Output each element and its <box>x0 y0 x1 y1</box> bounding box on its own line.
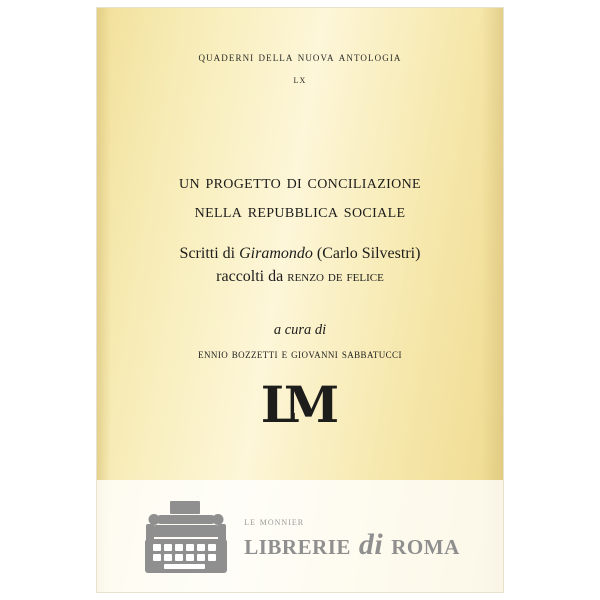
watermark-title-italic: di <box>358 527 384 561</box>
page-margin-left <box>0 0 97 600</box>
typewriter-icon <box>140 499 232 577</box>
book-cover <box>97 8 503 592</box>
book-title-line-1: un progetto di conciliazione <box>179 171 421 193</box>
book-title-line-2: nella repubblica sociale <box>194 200 406 223</box>
editors-names: ennio bozzetti e giovanni sabbatucci <box>198 345 402 361</box>
subtitle-collector-prefix: raccolti da <box>216 268 288 286</box>
series-header <box>97 50 503 86</box>
subtitle-collector-name: renzo de felice <box>287 268 384 286</box>
publisher-monogram-glyph: LM <box>260 375 328 434</box>
watermark-publisher: le monnier <box>244 515 305 528</box>
series-name: quaderni della nuova antologia <box>198 50 402 64</box>
watermark-title-part2: roma <box>391 527 460 561</box>
title-block <box>111 168 489 364</box>
book-cover-content <box>97 8 503 592</box>
book-subtitle <box>111 242 489 288</box>
subtitle-pseudonym: Giramondo <box>239 245 313 263</box>
editors-block <box>111 319 489 364</box>
subtitle-line-1 <box>111 242 489 265</box>
watermark-title <box>244 527 460 561</box>
page-margin-right <box>503 0 600 600</box>
watermark-content <box>140 499 460 577</box>
watermark-text <box>244 517 460 560</box>
subtitle-line-2 <box>111 265 489 288</box>
subtitle-realname: (Carlo Silvestri) <box>312 245 421 263</box>
series-number: lx <box>293 74 307 86</box>
subtitle-prefix: Scritti di <box>179 245 240 263</box>
watermark-title-part1: librerie <box>244 527 351 561</box>
watermark-band <box>97 480 503 592</box>
editors-label: a cura di <box>273 321 327 338</box>
publisher-monogram <box>97 375 503 434</box>
